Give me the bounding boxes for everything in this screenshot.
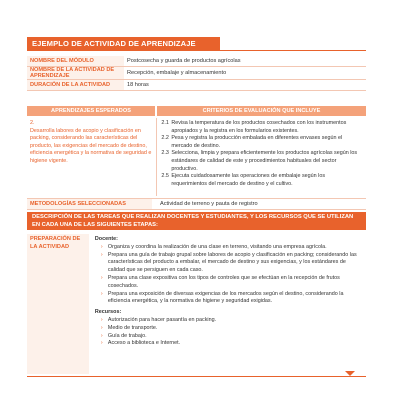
bullet-icon: ›: [100, 243, 103, 250]
bullet-icon: ›: [100, 332, 103, 339]
recurso-item: Guía de trabajo.: [107, 332, 147, 339]
list-item: [95, 252, 360, 275]
preparacion-body: [89, 234, 366, 374]
recursos-title: Recursos:: [94, 309, 122, 316]
criterio-number: 2.2: [161, 135, 169, 142]
recurso-item: Acceso a biblioteca e Internet.: [107, 340, 181, 347]
criterio-text: Revisa la temperatura de los productos cosechados con los instrumentos apropiados y la registra en los formularios existentes.: [171, 120, 347, 134]
metodologias-value: Actividad de terreno y pauta de registro: [160, 201, 258, 207]
recurso-item: Autorización para hacer pasantía en packing.: [107, 316, 217, 323]
docente-task: Prepara una guía de trabajo grupal sobre labores de acopio y clasificación en packing; considerando las características del producto a embalar, el mercado de destino y sus exigencias, y los estándares de calidad que se persiguen en cada caso.: [107, 251, 357, 274]
criterio-number: 2.3: [161, 150, 169, 157]
aprendizaje-text: 2. Desarrolla labores de acopio y clasificación en packing, considerando las características del producto, las exigencias del mercado de destino, eficiencia energética y la normativa de seguridad e higiene vigente.: [30, 120, 152, 164]
criterio-number: 2.5: [161, 173, 169, 180]
info-value: 18 horas: [124, 80, 366, 91]
divider: [27, 376, 366, 377]
list-item: [95, 325, 360, 333]
criterio-text: Ejecuta cuidadosamente las operaciones de embalaje según los requerimientos del mercado de destino y el cultivo.: [171, 173, 326, 187]
criterio-item: [161, 150, 362, 173]
docente-task: Prepara una exposición de diversas exigencias de los mercados según el destino, considerando la eficiencia energética, y la normativa de higiene y seguridad exigidas.: [107, 290, 344, 305]
bullet-icon: ›: [100, 251, 103, 258]
descripcion-bar: DESCRIPCIÓN DE LAS TAREAS QUE REALIZAN DOCENTES Y ESTUDIANTES, Y LOS RECURSOS QUE SE UTILIZAN EN CADA UNA DE LAS SIGUIENTES ETAPAS:: [27, 212, 366, 230]
criterio-item: [161, 135, 362, 150]
info-label: NOMBRE DE LA ACTIVIDAD DE APRENDIZAJE: [27, 67, 124, 80]
metodologias-label: METODOLOGÍAS SELECCIONADAS: [27, 199, 152, 209]
preparacion-section: [27, 234, 366, 374]
info-row: [27, 80, 366, 91]
list-item: [95, 317, 360, 325]
continue-arrow-icon: [345, 371, 355, 376]
learning-criteria-section: [27, 118, 366, 196]
recurso-item: Medio de transporte.: [107, 324, 158, 331]
bullet-icon: ›: [100, 340, 103, 347]
criterios-list: [156, 118, 366, 196]
section-header-row: [27, 106, 366, 116]
metodologias-row: [27, 198, 366, 210]
bullet-icon: ›: [100, 274, 103, 281]
bullet-icon: ›: [100, 324, 103, 331]
list-item: [95, 291, 360, 307]
info-row: [27, 67, 366, 80]
list-item: [95, 244, 360, 252]
criterio-text: Selecciona, limpia y prepara eficientemente los productos agrícolas según los estándares de calidad de este y procedimientos habituales del sector productivo.: [171, 150, 358, 172]
info-label: DURACIÓN DE LA ACTIVIDAD: [27, 80, 124, 91]
info-value: Postcosecha y guarda de productos agrícolas: [124, 56, 366, 67]
divider: [27, 50, 366, 51]
list-item: [95, 333, 360, 341]
docente-title: Docente:: [94, 236, 118, 242]
list-item: [95, 340, 360, 348]
info-value: Recepción, embalaje y almacenamiento: [124, 67, 366, 80]
aprendizajes-header: APRENDIZAJES ESPERADOS: [27, 106, 155, 116]
docente-task: Organiza y coordina la realización de una clase en terreno, visitando una empresa agrícola.: [107, 243, 327, 250]
activity-banner: [27, 37, 220, 50]
criterios-header: CRITERIOS DE EVALUACIÓN QUE INCLUYE: [157, 106, 366, 116]
info-label: NOMBRE DEL MÓDULO: [27, 56, 124, 67]
list-item: [95, 275, 360, 291]
bullet-icon: ›: [100, 290, 103, 297]
banner-title: EJEMPLO DE ACTIVIDAD DE APRENDIZAJE: [32, 39, 196, 48]
info-row: [27, 56, 366, 67]
criterio-item: [161, 120, 362, 135]
docente-task: Prepara una clase expositiva con los tipos de controles que se efectúan en la recepción de frutos cosechados.: [107, 274, 340, 289]
bullet-icon: ›: [100, 316, 103, 323]
criterio-number: 2.1: [161, 120, 169, 126]
criterio-item: [161, 173, 362, 188]
preparacion-label: PREPARACIÓN DE LA ACTIVIDAD: [27, 234, 89, 374]
criterio-text: Pesa y registra la producción embalada en diferentes envases según el mercado de destino.: [171, 135, 343, 149]
module-info-table: [27, 56, 366, 91]
